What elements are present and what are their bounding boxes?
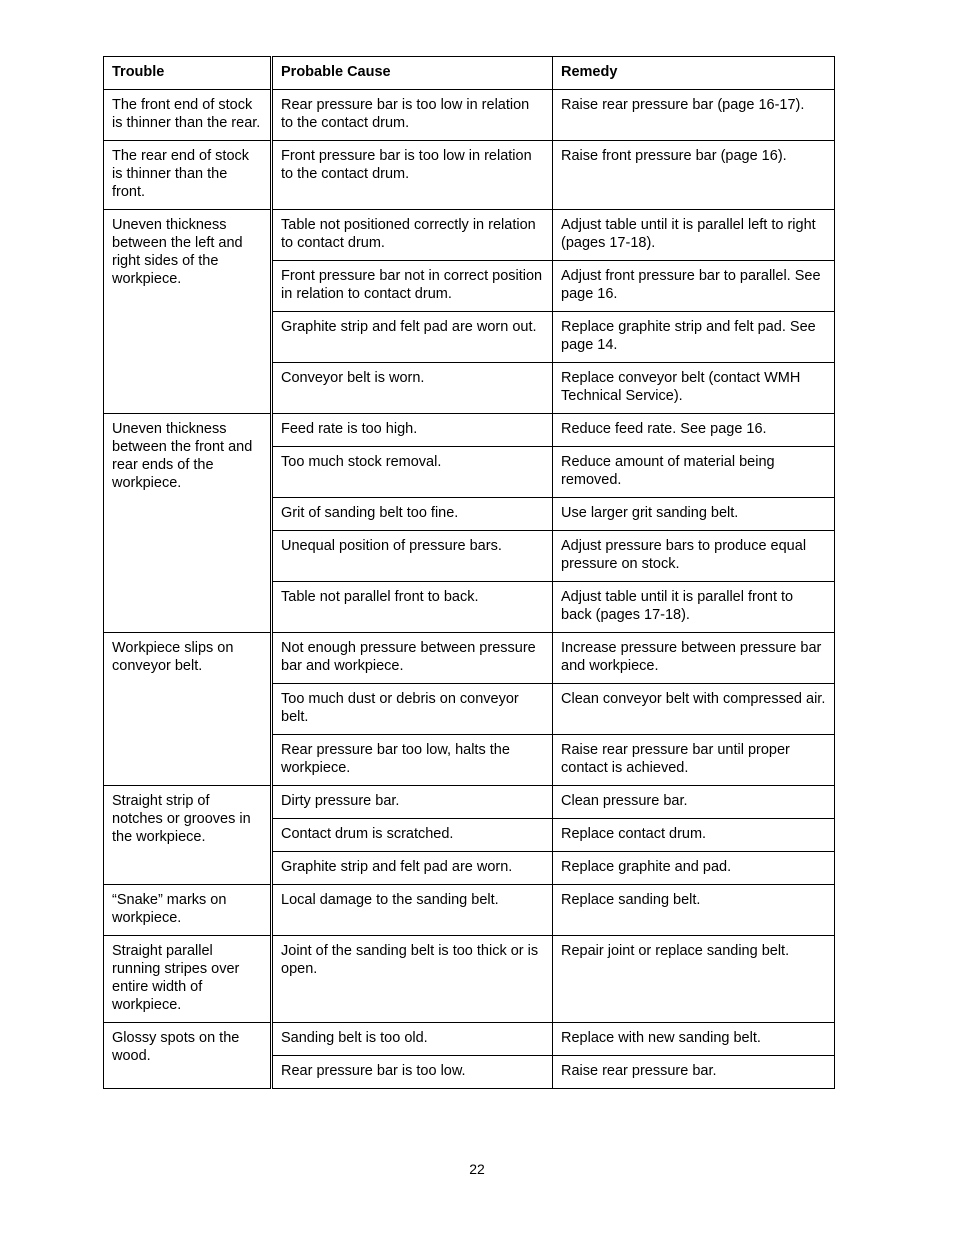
cause-cell: Feed rate is too high. <box>272 414 553 447</box>
trouble-cell: The front end of stock is thinner than the rear. <box>104 90 272 141</box>
remedy-cell: Use larger grit sanding belt. <box>553 498 835 531</box>
cause-cell: Table not parallel front to back. <box>272 582 553 633</box>
trouble-cell: Uneven thickness between the front and rear ends of the workpiece. <box>104 414 272 633</box>
remedy-cell: Reduce amount of material being removed. <box>553 447 835 498</box>
remedy-cell: Replace with new sanding belt. <box>553 1023 835 1056</box>
trouble-cell: Straight strip of notches or grooves in the workpiece. <box>104 786 272 885</box>
remedy-cell: Clean conveyor belt with compressed air. <box>553 684 835 735</box>
header-probable-cause: Probable Cause <box>272 57 553 90</box>
table-row <box>104 210 835 261</box>
remedy-cell: Increase pressure between pressure bar and workpiece. <box>553 633 835 684</box>
remedy-cell: Adjust pressure bars to produce equal pressure on stock. <box>553 531 835 582</box>
cause-cell: Too much stock removal. <box>272 447 553 498</box>
remedy-cell: Replace conveyor belt (contact WMH Technical Service). <box>553 363 835 414</box>
trouble-cell: Glossy spots on the wood. <box>104 1023 272 1089</box>
cause-cell: Too much dust or debris on conveyor belt. <box>272 684 553 735</box>
remedy-cell: Replace graphite and pad. <box>553 852 835 885</box>
remedy-cell: Raise rear pressure bar (page 16-17). <box>553 90 835 141</box>
header-remedy: Remedy <box>553 57 835 90</box>
table-row <box>104 936 835 1023</box>
cause-cell: Conveyor belt is worn. <box>272 363 553 414</box>
cause-cell: Table not positioned correctly in relation to contact drum. <box>272 210 553 261</box>
cause-cell: Rear pressure bar too low, halts the workpiece. <box>272 735 553 786</box>
table-row <box>104 633 835 684</box>
header-trouble: Trouble <box>104 57 272 90</box>
remedy-cell: Raise rear pressure bar until proper contact is achieved. <box>553 735 835 786</box>
troubleshooting-table <box>103 56 835 1089</box>
cause-cell: Dirty pressure bar. <box>272 786 553 819</box>
cause-cell: Front pressure bar not in correct position in relation to contact drum. <box>272 261 553 312</box>
trouble-cell: Uneven thickness between the left and right sides of the workpiece. <box>104 210 272 414</box>
remedy-cell: Clean pressure bar. <box>553 786 835 819</box>
remedy-cell: Replace graphite strip and felt pad. See page 14. <box>553 312 835 363</box>
cause-cell: Graphite strip and felt pad are worn. <box>272 852 553 885</box>
cause-cell: Front pressure bar is too low in relation to the contact drum. <box>272 141 553 210</box>
cause-cell: Graphite strip and felt pad are worn out. <box>272 312 553 363</box>
remedy-cell: Repair joint or replace sanding belt. <box>553 936 835 1023</box>
remedy-cell: Reduce feed rate. See page 16. <box>553 414 835 447</box>
trouble-cell: “Snake” marks on workpiece. <box>104 885 272 936</box>
table-row <box>104 414 835 447</box>
trouble-cell: The rear end of stock is thinner than the front. <box>104 141 272 210</box>
cause-cell: Rear pressure bar is too low. <box>272 1056 553 1089</box>
table-body <box>104 90 835 1089</box>
remedy-cell: Replace contact drum. <box>553 819 835 852</box>
cause-cell: Local damage to the sanding belt. <box>272 885 553 936</box>
page-number: 22 <box>469 1161 485 1177</box>
table-row <box>104 141 835 210</box>
table-row <box>104 885 835 936</box>
remedy-cell: Adjust table until it is parallel left to right (pages 17-18). <box>553 210 835 261</box>
trouble-cell: Workpiece slips on conveyor belt. <box>104 633 272 786</box>
table-row <box>104 90 835 141</box>
remedy-cell: Raise front pressure bar (page 16). <box>553 141 835 210</box>
header-row <box>104 57 835 90</box>
table-row <box>104 1023 835 1056</box>
table-row <box>104 786 835 819</box>
remedy-cell: Replace sanding belt. <box>553 885 835 936</box>
cause-cell: Unequal position of pressure bars. <box>272 531 553 582</box>
trouble-cell: Straight parallel running stripes over entire width of workpiece. <box>104 936 272 1023</box>
cause-cell: Contact drum is scratched. <box>272 819 553 852</box>
remedy-cell: Adjust table until it is parallel front to back (pages 17-18). <box>553 582 835 633</box>
cause-cell: Sanding belt is too old. <box>272 1023 553 1056</box>
remedy-cell: Raise rear pressure bar. <box>553 1056 835 1089</box>
cause-cell: Grit of sanding belt too fine. <box>272 498 553 531</box>
remedy-cell: Adjust front pressure bar to parallel. See page 16. <box>553 261 835 312</box>
cause-cell: Joint of the sanding belt is too thick or is open. <box>272 936 553 1023</box>
cause-cell: Rear pressure bar is too low in relation to the contact drum. <box>272 90 553 141</box>
cause-cell: Not enough pressure between pressure bar and workpiece. <box>272 633 553 684</box>
